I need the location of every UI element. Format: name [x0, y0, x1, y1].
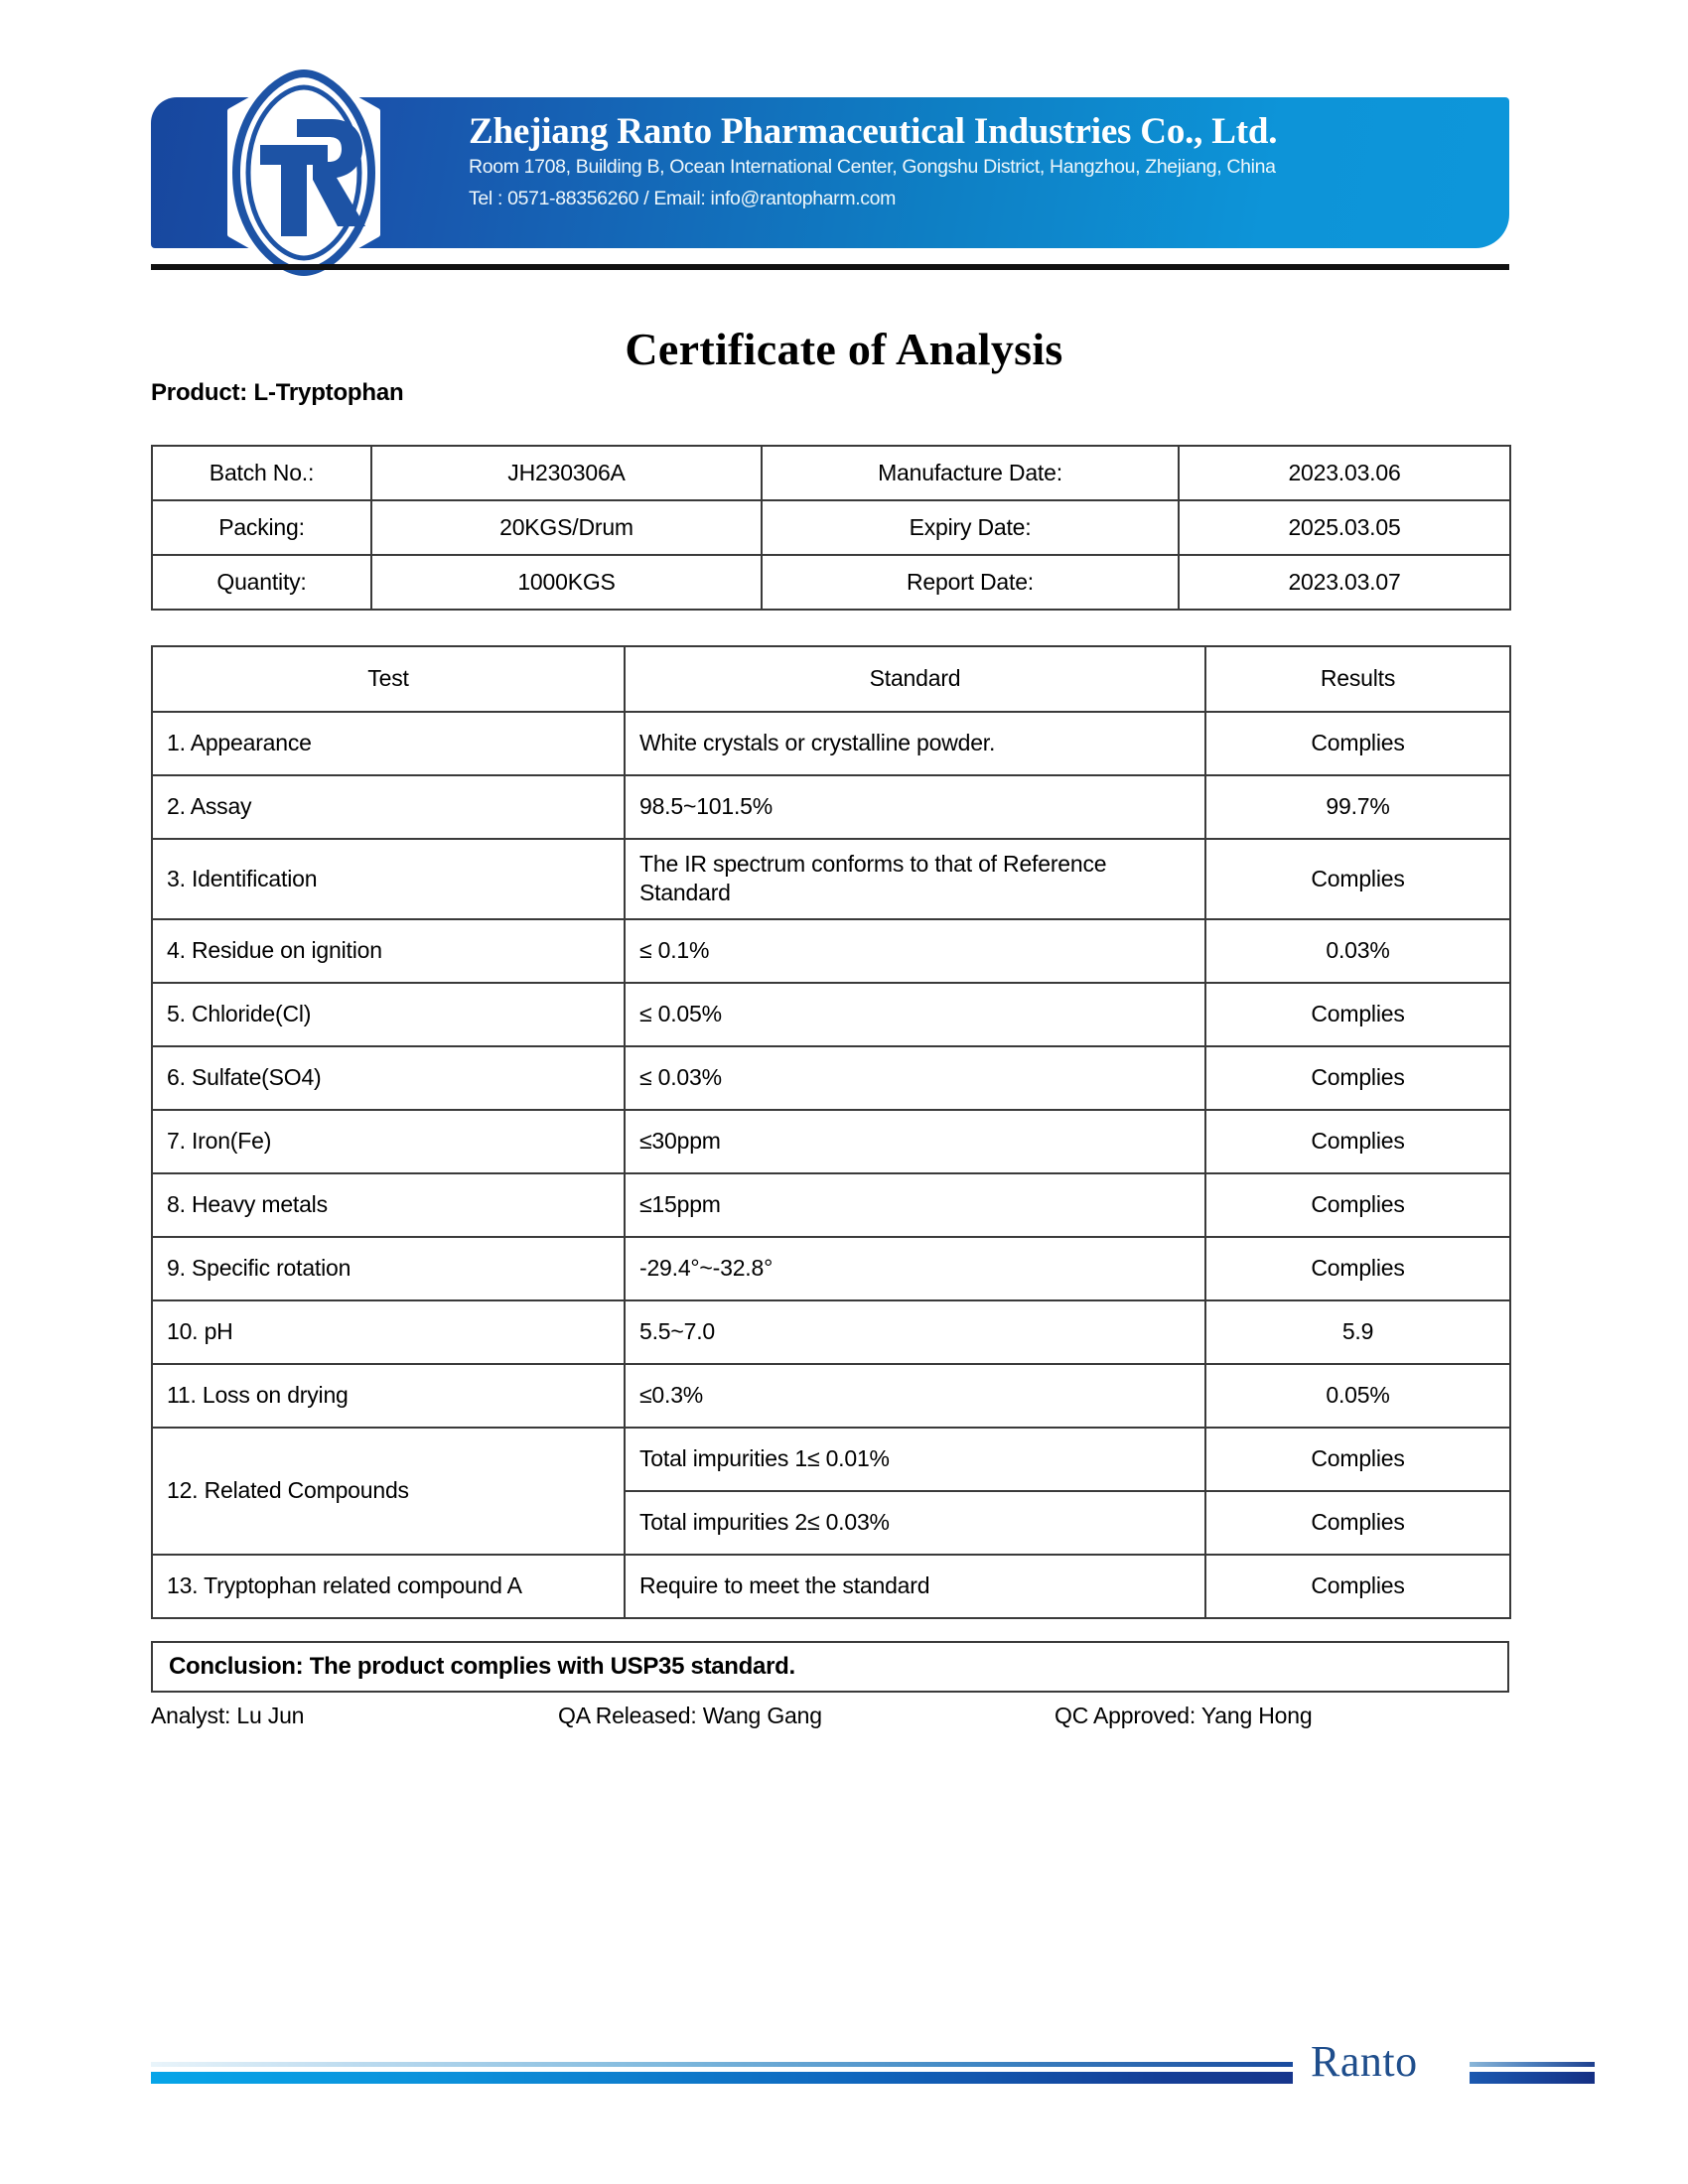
product-label: Product: L-Tryptophan [151, 379, 404, 406]
company-address: Room 1708, Building B, Ocean International Center, Gongshu District, Hangzhou, Zhejiang, China [469, 156, 1276, 179]
test-name: 11. Loss on drying [152, 1364, 625, 1428]
test-name: 3. Identification [152, 839, 625, 919]
footer-rule-thin-right [1470, 2062, 1595, 2067]
info-value: 2023.03.06 [1179, 446, 1510, 500]
column-header-test: Test [152, 646, 625, 712]
footer-rule-thick-right [1470, 2072, 1595, 2084]
test-result: Complies [1205, 1173, 1510, 1237]
info-value: 1000KGS [371, 555, 762, 610]
column-header-standard: Standard [625, 646, 1205, 712]
info-label: Report Date: [762, 555, 1179, 610]
test-standard: 5.5~7.0 [625, 1300, 1205, 1364]
test-result: 5.9 [1205, 1300, 1510, 1364]
test-name: 4. Residue on ignition [152, 919, 625, 983]
test-result: 99.7% [1205, 775, 1510, 839]
signature-qc-approved: QC Approved: Yang Hong [1055, 1703, 1313, 1728]
test-result: Complies [1205, 1428, 1510, 1491]
table-row [152, 983, 1510, 1046]
test-name: 2. Assay [152, 775, 625, 839]
test-name: 13. Tryptophan related compound A [152, 1555, 625, 1618]
test-name: 5. Chloride(Cl) [152, 983, 625, 1046]
test-standard: Total impurities 1≤ 0.01% [625, 1428, 1205, 1491]
test-name: 12. Related Compounds [152, 1428, 625, 1555]
table-row [152, 839, 1510, 919]
company-contact: Tel : 0571-88356260 / Email: info@rantopharm.com [469, 188, 897, 210]
signature-row [151, 1703, 1509, 1742]
signature-qa-released: QA Released: Wang Gang [558, 1703, 822, 1728]
test-name: 8. Heavy metals [152, 1173, 625, 1237]
test-result: 0.05% [1205, 1364, 1510, 1428]
table-row [152, 1364, 1510, 1428]
test-name: 1. Appearance [152, 712, 625, 775]
test-standard: Require to meet the standard [625, 1555, 1205, 1618]
table-row [152, 555, 1510, 610]
table-row [152, 919, 1510, 983]
table-row [152, 712, 1510, 775]
test-standard: 98.5~101.5% [625, 775, 1205, 839]
table-row [152, 1110, 1510, 1173]
test-standard: ≤ 0.05% [625, 983, 1205, 1046]
test-standard: ≤ 0.03% [625, 1046, 1205, 1110]
table-row [152, 1173, 1510, 1237]
test-name: 7. Iron(Fe) [152, 1110, 625, 1173]
info-label: Manufacture Date: [762, 446, 1179, 500]
table-row [152, 446, 1510, 500]
test-result: Complies [1205, 1110, 1510, 1173]
test-result: Complies [1205, 1046, 1510, 1110]
batch-info-table [151, 445, 1511, 611]
test-standard: White crystals or crystalline powder. [625, 712, 1205, 775]
table-row [152, 500, 1510, 555]
test-result: Complies [1205, 1555, 1510, 1618]
test-result: Complies [1205, 1491, 1510, 1555]
company-name: Zhejiang Ranto Pharmaceutical Industries Co., Ltd. [469, 111, 1278, 152]
test-standard: ≤30ppm [625, 1110, 1205, 1173]
conclusion-text: Conclusion: The product complies with USP35 standard. [169, 1653, 795, 1680]
info-value: 2025.03.05 [1179, 500, 1510, 555]
info-value: JH230306A [371, 446, 762, 500]
test-name: 10. pH [152, 1300, 625, 1364]
test-result: Complies [1205, 712, 1510, 775]
test-result: 0.03% [1205, 919, 1510, 983]
header-divider [151, 264, 1509, 270]
signature-analyst: Analyst: Lu Jun [151, 1703, 305, 1728]
test-result: Complies [1205, 983, 1510, 1046]
info-label: Quantity: [152, 555, 371, 610]
test-standard: The IR spectrum conforms to that of Reference Standard [625, 839, 1205, 919]
test-standard: -29.4°~-32.8° [625, 1237, 1205, 1300]
table-row [152, 1237, 1510, 1300]
tr-hexagon-logo-icon [220, 68, 387, 278]
footer-rule-thick-left [151, 2072, 1293, 2084]
test-result: Complies [1205, 1237, 1510, 1300]
test-name: 6. Sulfate(SO4) [152, 1046, 625, 1110]
page-title: Certificate of Analysis [625, 324, 1063, 374]
table-row [152, 1555, 1510, 1618]
info-label: Expiry Date: [762, 500, 1179, 555]
conclusion-box [151, 1641, 1509, 1693]
company-logo [220, 68, 387, 278]
footer-brand: Ranto [1311, 2037, 1418, 2086]
table-row [152, 1046, 1510, 1110]
test-standard: ≤15ppm [625, 1173, 1205, 1237]
test-standard: ≤0.3% [625, 1364, 1205, 1428]
table-header-row [152, 646, 1510, 712]
column-header-results: Results [1205, 646, 1510, 712]
info-value: 20KGS/Drum [371, 500, 762, 555]
info-value: 2023.03.07 [1179, 555, 1510, 610]
info-label: Packing: [152, 500, 371, 555]
page-header [151, 97, 1509, 248]
table-row [152, 775, 1510, 839]
test-standard: ≤ 0.1% [625, 919, 1205, 983]
page-footer [151, 2037, 1509, 2110]
test-result: Complies [1205, 839, 1510, 919]
footer-rule-thin-left [151, 2062, 1293, 2067]
test-results-table [151, 645, 1511, 1619]
test-standard: Total impurities 2≤ 0.03% [625, 1491, 1205, 1555]
header-text-block [469, 111, 1481, 215]
table-row [152, 1300, 1510, 1364]
table-row [152, 1428, 1510, 1491]
info-label: Batch No.: [152, 446, 371, 500]
test-name: 9. Specific rotation [152, 1237, 625, 1300]
